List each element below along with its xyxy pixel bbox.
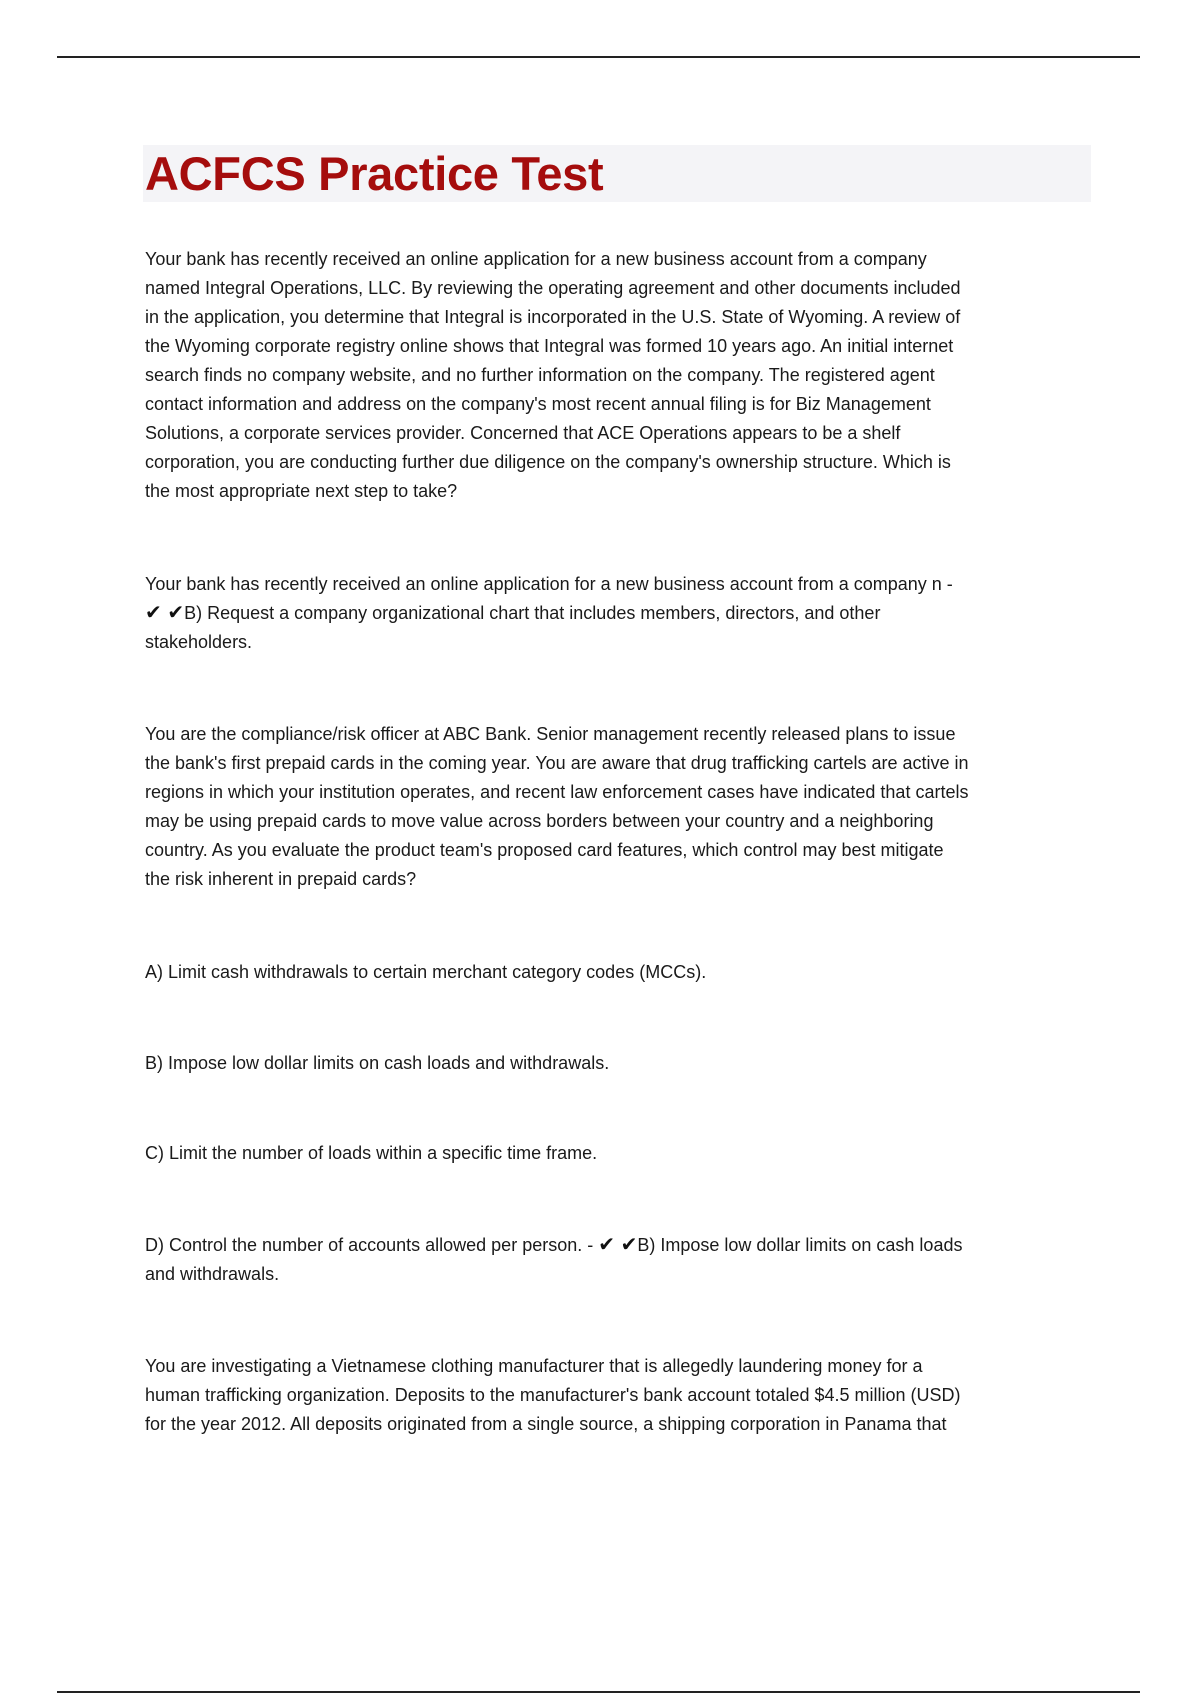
option-b	[145, 1049, 609, 1078]
footer-rule	[57, 1691, 1140, 1693]
option-text: B) Impose low dollar limits on cash loads and withdrawals.	[145, 1053, 610, 1073]
text-line: the bank's first prepaid cards in the coming year. You are aware that drug trafficking cartels are active in	[145, 753, 969, 773]
checkmark-icon: ✔ ✔	[145, 602, 185, 624]
text-line: may be using prepaid cards to move value across borders between your country and a neighboring	[145, 811, 934, 831]
header-rule	[57, 56, 1140, 58]
text-line: stakeholders.	[145, 632, 253, 652]
answer-text: B) Impose low dollar limits on cash loads	[637, 1235, 963, 1255]
text-line: regions in which your institution operates, and recent law enforcement cases have indicated that cartels	[145, 782, 969, 802]
question-2	[145, 720, 969, 894]
text-line: Your bank has recently received an online application for a new business account from a company n -	[145, 574, 953, 594]
text-line: Solutions, a corporate services provider. Concerned that ACE Operations appears to be a shelf	[145, 423, 901, 443]
text-line: human trafficking organization. Deposits to the manufacturer's bank account totaled $4.5 million (USD)	[145, 1385, 961, 1405]
page-title: ACFCS Practice Test	[145, 147, 604, 200]
text-line: in the application, you determine that Integral is incorporated in the U.S. State of Wyoming. A review of	[145, 307, 961, 327]
option-text: C) Limit the number of loads within a specific time frame.	[145, 1143, 598, 1163]
answer-1	[145, 570, 953, 657]
text-line: You are the compliance/risk officer at ABC Bank. Senior management recently released plans to issue	[145, 724, 956, 744]
text-line: search finds no company website, and no further information on the company. The registered agent	[145, 365, 935, 385]
option-a	[145, 958, 706, 987]
text-line: and withdrawals.	[145, 1264, 280, 1284]
text-line: corporation, you are conducting further due diligence on the company's ownership structure. Which is	[145, 452, 951, 472]
answer-line	[145, 599, 953, 628]
option-text: D) Control the number of accounts allowed per person. -	[145, 1235, 594, 1255]
text-line: You are investigating a Vietnamese clothing manufacturer that is allegedly laundering money for a	[145, 1356, 923, 1376]
answer-line	[145, 1231, 962, 1260]
answer-text: B) Request a company organizational chart that includes members, directors, and other	[184, 603, 881, 623]
text-line: for the year 2012. All deposits originated from a single source, a shipping corporation in Panama that	[145, 1414, 947, 1434]
checkmark-icon: ✔ ✔	[598, 1234, 638, 1256]
question-3	[145, 1352, 961, 1439]
text-line: named Integral Operations, LLC. By reviewing the operating agreement and other documents included	[145, 278, 961, 298]
option-d	[145, 1231, 962, 1289]
text-line: contact information and address on the company's most recent annual filing is for Biz Management	[145, 394, 931, 414]
question-1	[145, 245, 961, 506]
text-line: the risk inherent in prepaid cards?	[145, 869, 417, 889]
text-line: the most appropriate next step to take?	[145, 481, 458, 501]
text-line: Your bank has recently received an online application for a new business account from a company	[145, 249, 927, 269]
option-c	[145, 1139, 597, 1168]
text-line: the Wyoming corporate registry online shows that Integral was formed 10 years ago. An initial internet	[145, 336, 954, 356]
text-line: country. As you evaluate the product team's proposed card features, which control may best mitigate	[145, 840, 944, 860]
option-text: A) Limit cash withdrawals to certain merchant category codes (MCCs).	[145, 962, 707, 982]
